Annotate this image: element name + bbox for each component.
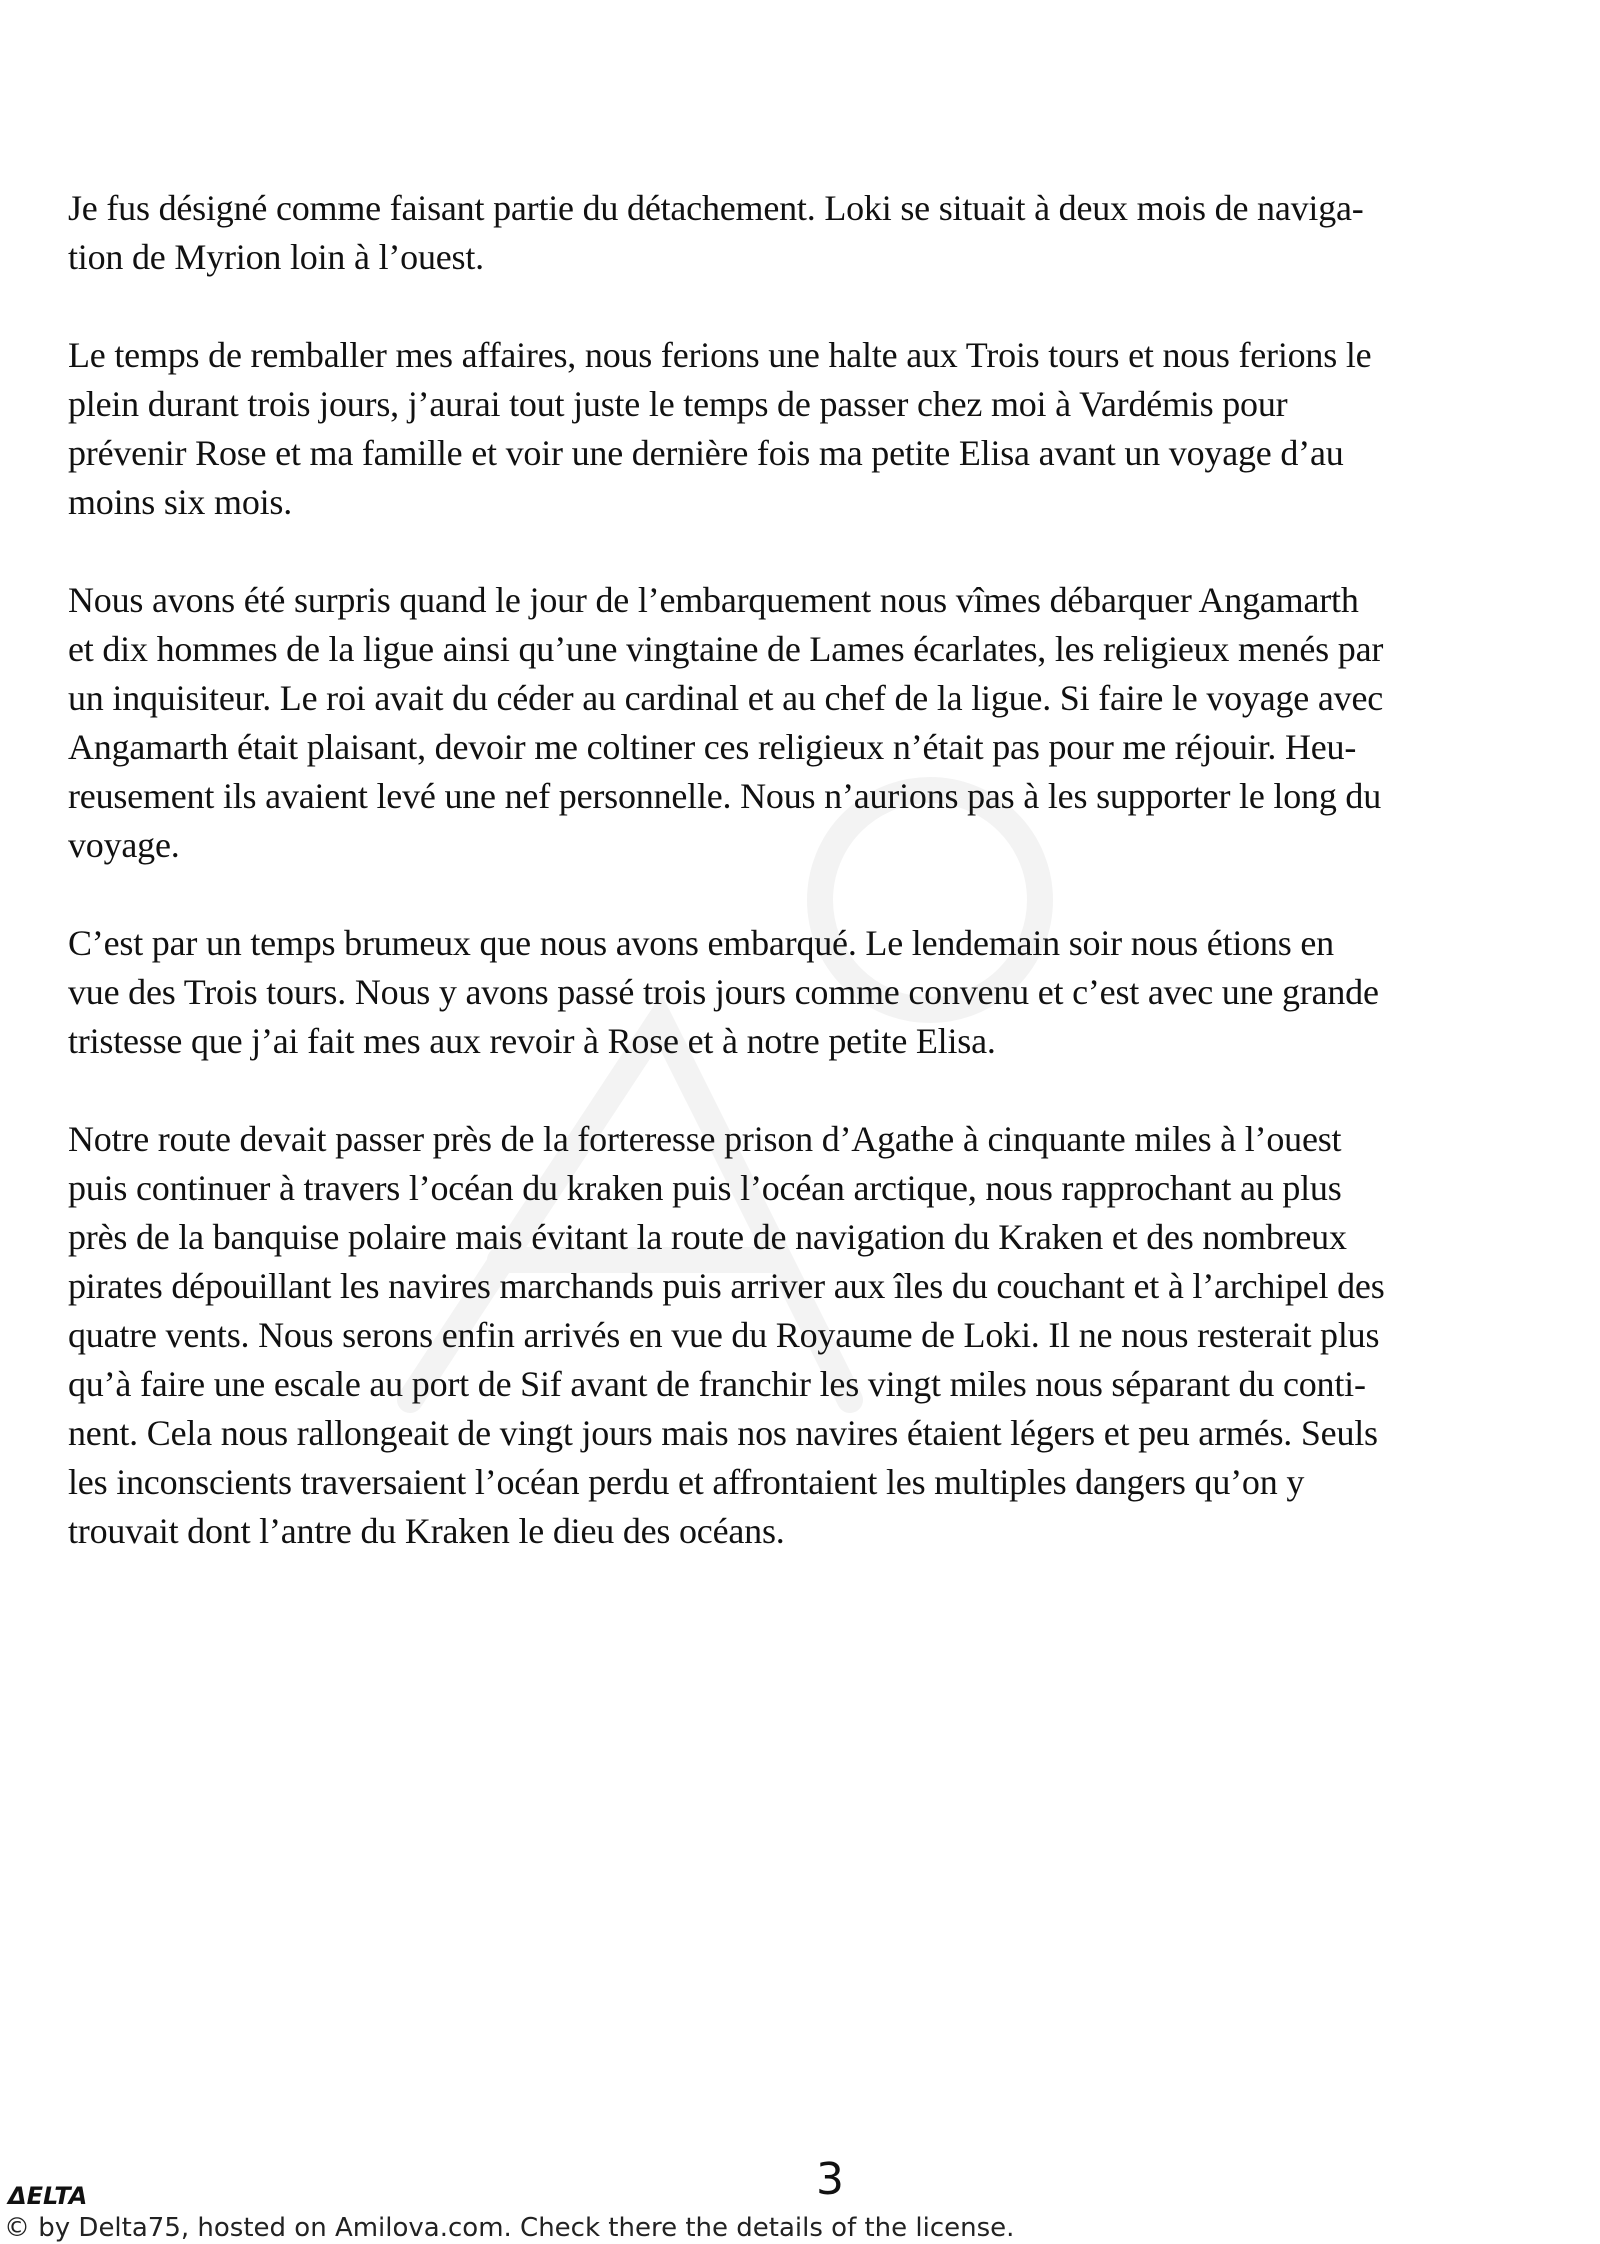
- text-line: Le temps de remballer mes affaires, nous ferions une halte aux Trois tours et nous ferions le: [68, 335, 1372, 375]
- document-body: [68, 184, 1568, 1605]
- text-line: un inquisiteur. Le roi avait du céder au cardinal et au chef de la ligue. Si faire le voyage avec: [68, 678, 1384, 718]
- text-line: tion de Myrion loin à l’ouest.: [68, 237, 484, 277]
- paragraph: [68, 919, 1568, 1066]
- text-line: voyage.: [68, 825, 180, 865]
- text-line: Je fus désigné comme faisant partie du détachement. Loki se situait à deux mois de naviga-: [68, 188, 1364, 228]
- paragraph: [68, 576, 1568, 870]
- svg-text:ΔELTA: ΔELTA: [8, 2182, 88, 2210]
- text-line: nent. Cela nous rallongeait de vingt jours mais nos navires étaient légers et peu armés. Seuls: [68, 1413, 1378, 1453]
- text-line: Notre route devait passer près de la forteresse prison d’Agathe à cinquante miles à l’ouest: [68, 1119, 1342, 1159]
- text-line: prévenir Rose et ma famille et voir une dernière fois ma petite Elisa avant un voyage d’au: [68, 433, 1344, 473]
- text-line: plein durant trois jours, j’aurai tout juste le temps de passer chez moi à Vardémis pour: [68, 384, 1288, 424]
- text-line: Angamarth était plaisant, devoir me coltiner ces religieux n’était pas pour me réjouir. Heu-: [68, 727, 1357, 767]
- text-line: tristesse que j’ai fait mes aux revoir à Rose et à notre petite Elisa.: [68, 1021, 996, 1061]
- text-line: près de la banquise polaire mais évitant la route de navigation du Kraken et des nombreux: [68, 1217, 1347, 1257]
- delta-logo: [6, 2177, 102, 2211]
- license-notice: © by Delta75, hosted on Amilova.com. Check there the details of the license.: [4, 2213, 1015, 2243]
- text-line: moins six mois.: [68, 482, 293, 522]
- text-line: puis continuer à travers l’océan du kraken puis l’océan arctique, nous rapprochant au plus: [68, 1168, 1342, 1208]
- text-line: C’est par un temps brumeux que nous avons embarqué. Le lendemain soir nous étions en: [68, 923, 1334, 963]
- paragraph: [68, 331, 1568, 527]
- text-line: pirates dépouillant les navires marchands puis arriver aux îles du couchant et à l’archipel des: [68, 1266, 1385, 1306]
- page-number: 3: [816, 2154, 844, 2205]
- text-line: reusement ils avaient levé une nef personnelle. Nous n’aurions pas à les supporter le long du: [68, 776, 1382, 816]
- paragraph: [68, 1115, 1568, 1556]
- text-line: et dix hommes de la ligue ainsi qu’une vingtaine de Lames écarlates, les religieux menés par: [68, 629, 1384, 669]
- text-line: vue des Trois tours. Nous y avons passé trois jours comme convenu et c’est avec une grande: [68, 972, 1379, 1012]
- text-line: les inconscients traversaient l’océan perdu et affrontaient les multiples dangers qu’on y: [68, 1462, 1305, 1502]
- text-line: quatre vents. Nous serons enfin arrivés en vue du Royaume de Loki. Il ne nous resterait plus: [68, 1315, 1380, 1355]
- paragraph: [68, 184, 1568, 282]
- text-line: qu’à faire une escale au port de Sif avant de franchir les vingt miles nous séparant du conti-: [68, 1364, 1366, 1404]
- text-line: Nous avons été surpris quand le jour de l’embarquement nous vîmes débarquer Angamarth: [68, 580, 1359, 620]
- text-line: trouvait dont l’antre du Kraken le dieu des océans.: [68, 1511, 785, 1551]
